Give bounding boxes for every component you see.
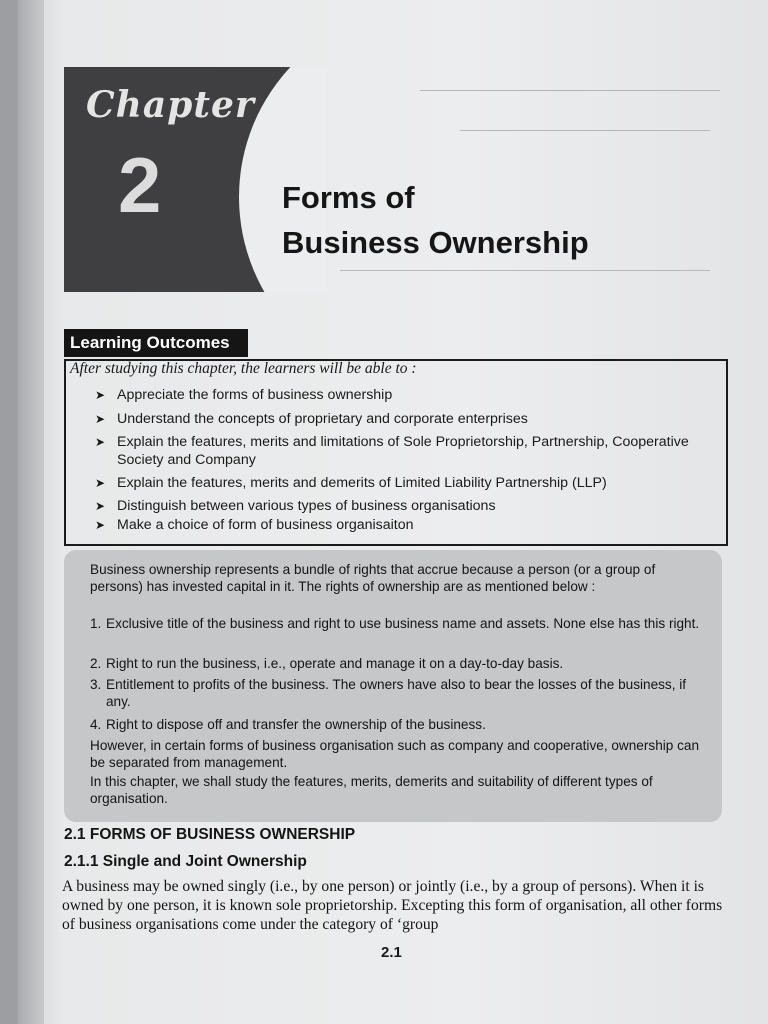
outcome-item [95, 516, 725, 534]
ownership-right-item [90, 716, 705, 733]
arrow-bullet-icon: ➤ [95, 476, 106, 490]
summary-intro: Business ownership represents a bundle of rights that accrue because a person (or a group of persons) has invested capital in it. The rights of ownership are as mentioned below : [90, 562, 656, 594]
item-number: 4. [90, 717, 102, 732]
item-number: 1. [90, 616, 102, 631]
outcome-text: Appreciate the forms of business ownership [117, 387, 393, 403]
bleed-through-line [460, 130, 710, 141]
ownership-right-text: Right to run the business, i.e., operate and manage it on a day-to-day basis. [106, 656, 564, 671]
bleed-through-line [420, 90, 720, 101]
outcome-text: Distinguish between various types of business organisations [117, 498, 496, 514]
outcome-text: Understand the concepts of proprietary and corporate enterprises [117, 411, 528, 427]
chapter-title-line-1: Forms of [282, 180, 415, 215]
outcome-text: Explain the features, merits and limitations of Sole Proprietorship, Partnership, Cooperative Society and Company [117, 434, 689, 468]
outcome-item [95, 474, 725, 492]
outcome-item [95, 386, 725, 404]
arrow-bullet-icon: ➤ [95, 499, 106, 513]
outcome-item [95, 497, 725, 515]
learning-outcomes-heading: Learning Outcomes [64, 329, 248, 357]
chapter-title-line-2: Business Ownership [282, 225, 589, 260]
section-heading-2-1-1: 2.1.1 Single and Joint Ownership [64, 853, 307, 870]
arrow-bullet-icon: ➤ [95, 412, 106, 426]
item-number: 2. [90, 656, 102, 671]
chapter-number: 2 [118, 141, 162, 229]
ownership-right-text: Right to dispose off and transfer the ownership of the business. [106, 717, 486, 732]
outcome-text: Make a choice of form of business organisaiton [117, 517, 414, 533]
page-number: 2.1 [381, 944, 402, 961]
book-spine [18, 0, 44, 1024]
section-body-text: A business may be owned singly (i.e., by one person) or jointly (i.e., by a group of persons). When it is owned by one person, it is known sole proprietorship. Excepting this form of organisation, all other forms of business organisations come under the category of ‘group [62, 878, 723, 933]
ownership-right-item [90, 615, 705, 632]
outcome-item [95, 410, 725, 428]
arrow-bullet-icon: ➤ [95, 388, 106, 402]
ownership-right-item [90, 676, 705, 710]
ownership-right-text: Exclusive title of the business and right to use business name and assets. None else has this right. [106, 616, 700, 631]
arrow-bullet-icon: ➤ [95, 518, 106, 532]
section-heading-2-1: 2.1 FORMS OF BUSINESS OWNERSHIP [64, 826, 356, 843]
outcome-text: Explain the features, merits and demerits of Limited Liability Partnership (LLP) [117, 475, 607, 491]
bleed-through-line [340, 270, 710, 281]
arrow-bullet-icon: ➤ [95, 435, 106, 449]
ownership-right-text: Entitlement to profits of the business. The owners have also to bear the losses of the business, if any. [106, 677, 687, 709]
learning-outcomes-intro: After studying this chapter, the learners will be able to : [70, 360, 417, 377]
ownership-right-item [90, 655, 705, 672]
chapter-label: Chapter [86, 84, 255, 126]
item-number: 3. [90, 677, 102, 692]
summary-note-chapter: In this chapter, we shall study the features, merits, demerits and suitability of different types of organisation. [90, 774, 653, 806]
summary-note-management: However, in certain forms of business organisation such as company and cooperative, ownership can be separated from management. [90, 738, 700, 770]
outcome-item [95, 433, 725, 469]
